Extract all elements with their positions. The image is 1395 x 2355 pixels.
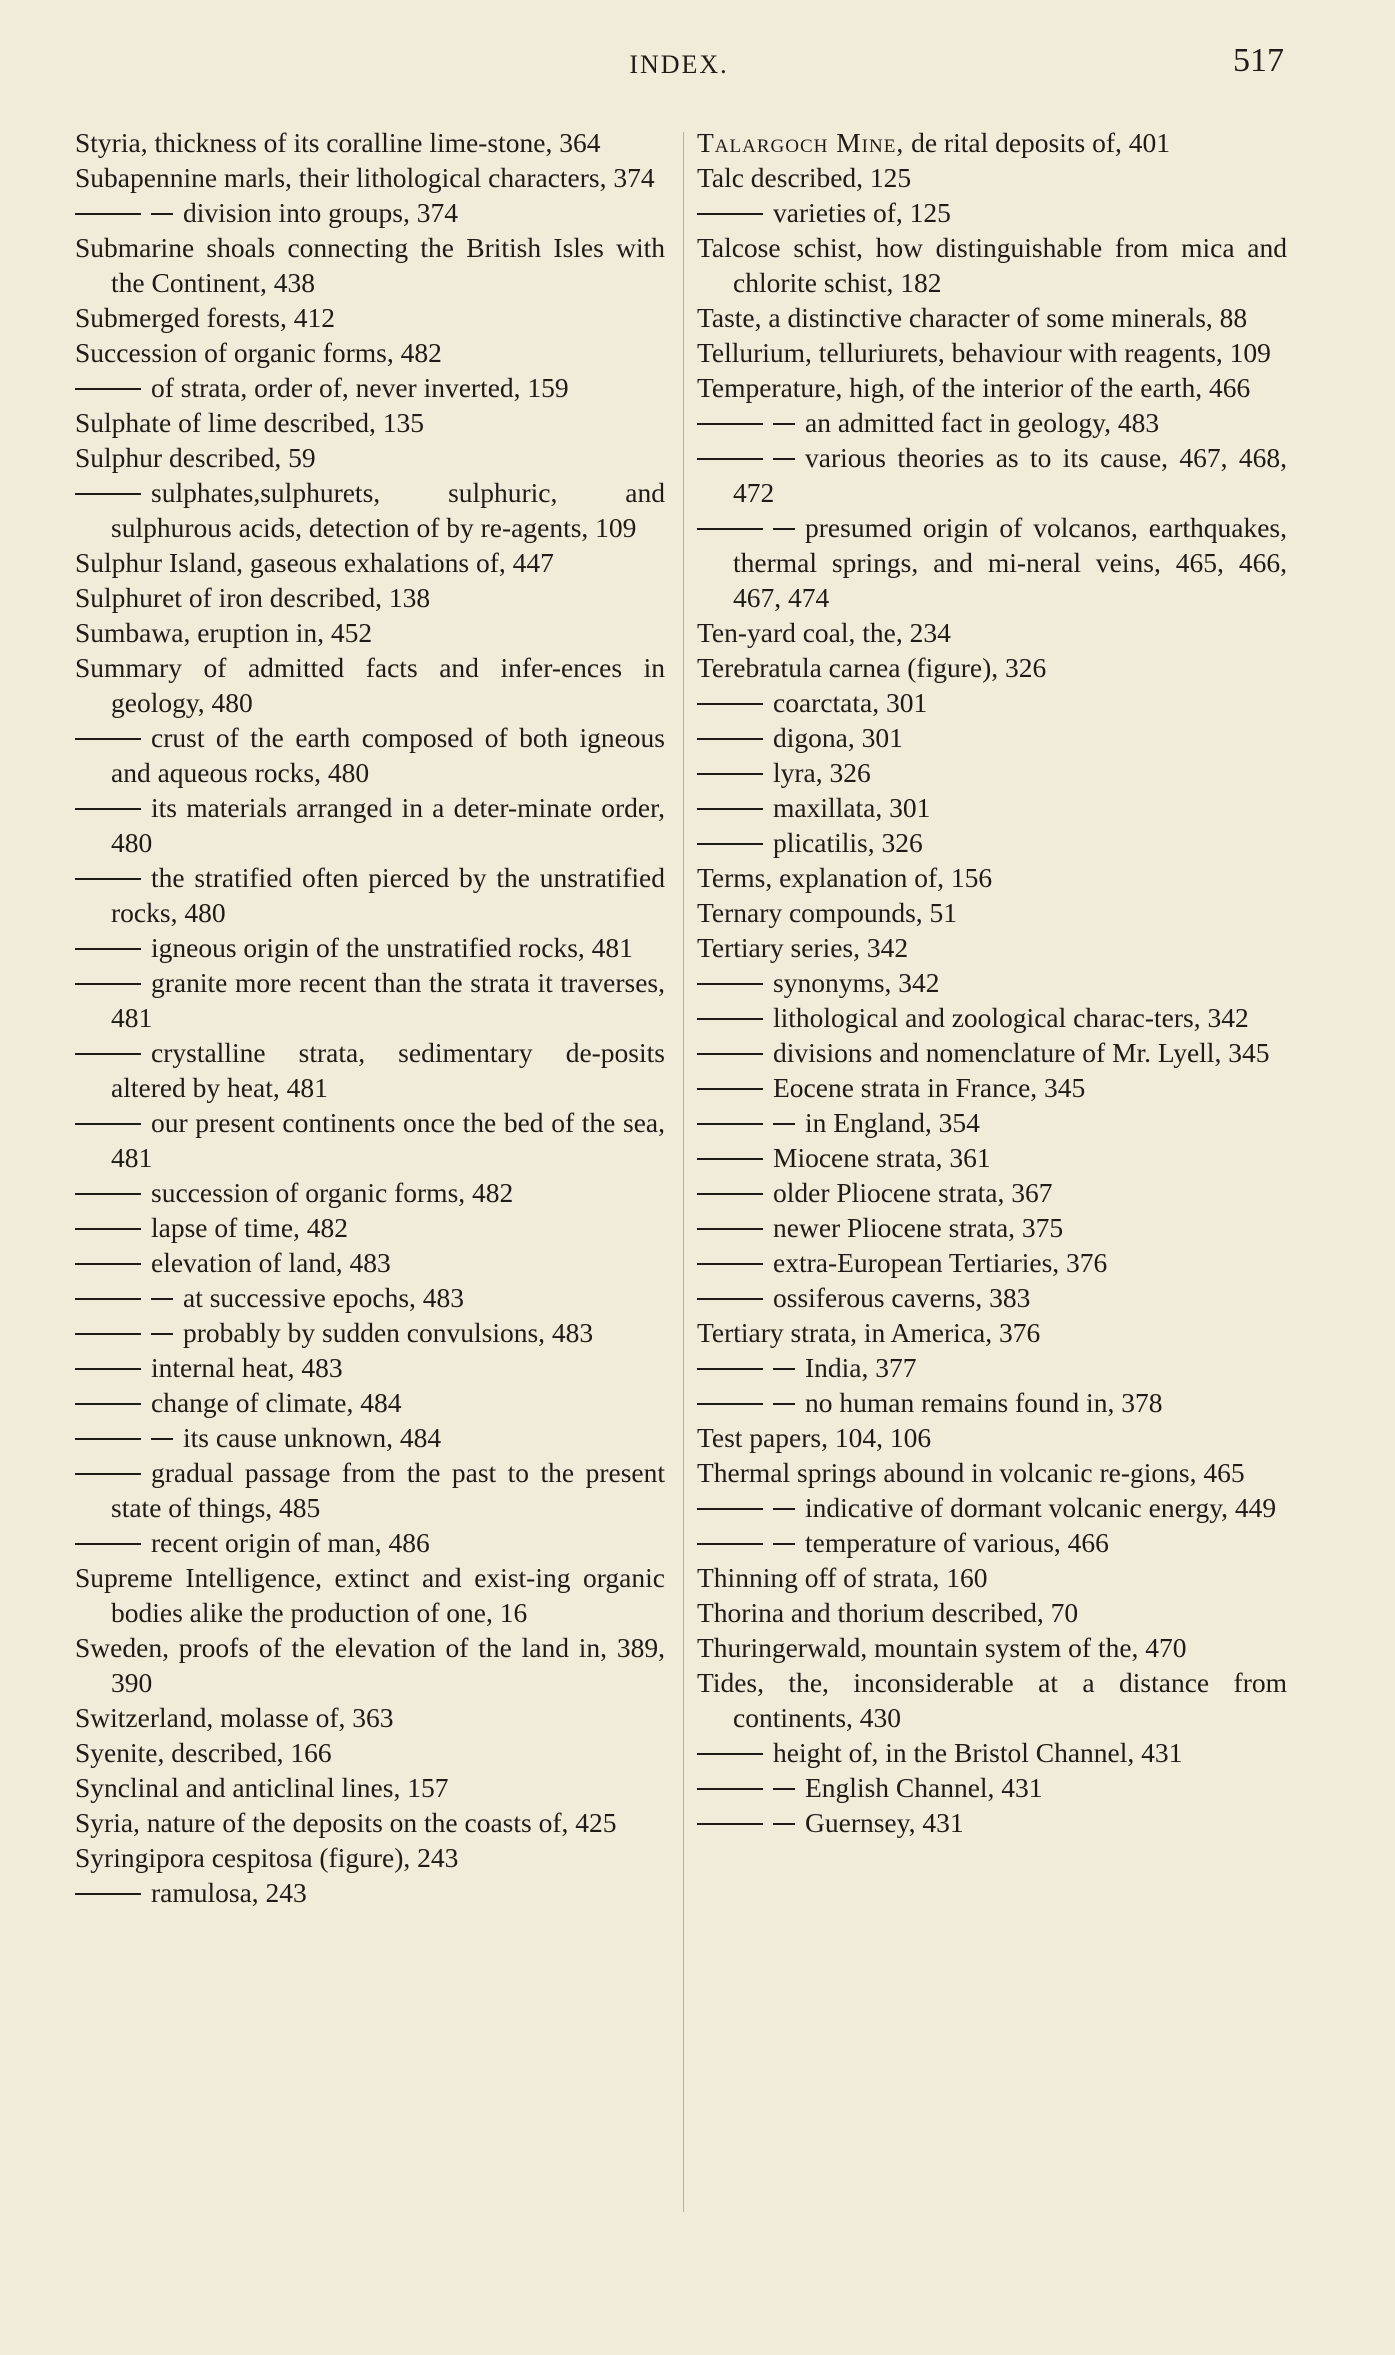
ditto-dash [697,1368,763,1370]
index-entry [75,125,665,160]
entry-text: Talc described, 125 [697,162,912,193]
ditto-dash [697,843,763,845]
entry-text: Sulphur Island, gaseous exhalations of, 447 [75,547,554,578]
ditto-dash [75,738,141,740]
ditto-dash [75,808,141,810]
entry-text: Syringipora cespitosa (figure), 243 [75,1842,459,1873]
index-entry [75,615,665,650]
index-entry [697,1735,1287,1770]
entry-text: indicative of dormant volcanic energy, 449 [805,1492,1277,1523]
entry-text: Ten-yard coal, the, 234 [697,617,951,648]
index-entry [697,895,1287,930]
ditto-dash [697,1753,763,1755]
entry-text: Sumbawa, eruption in, 452 [75,617,373,648]
index-entry [697,230,1287,300]
ditto-dash [75,948,141,950]
entry-text: sulphates,sulphurets, sulphuric, and sulphurous acids, detection of by re-agents, 109 [111,477,665,543]
ditto-dash [773,1543,795,1545]
index-entry [75,930,665,965]
index-entry [75,1245,665,1280]
entry-text: crystalline strata, sedimentary de-posits altered by heat, 481 [111,1037,665,1103]
index-entry [75,1350,665,1385]
index-column-right [697,125,1287,1840]
entry-text: of strata, order of, never inverted, 159 [151,372,569,403]
ditto-dash [75,493,141,495]
ditto-dash [75,1053,141,1055]
entry-text: division into groups, 374 [183,197,459,228]
index-entry [697,1280,1287,1315]
ditto-dash [75,1228,141,1230]
index-entry [697,930,1287,965]
entry-text: lyra, 326 [773,757,871,788]
ditto-dash [773,423,795,425]
entry-text: Eocene strata in France, 345 [773,1072,1086,1103]
ditto-dash [697,808,763,810]
ditto-dash [151,1298,173,1300]
ditto-dash [697,528,763,530]
entry-text: Taste, a distinctive character of some minerals, 88 [697,302,1248,333]
index-entry [697,755,1287,790]
ditto-dash [697,1053,763,1055]
ditto-dash [151,1438,173,1440]
index-entry [697,1350,1287,1385]
index-entry [75,195,665,230]
ditto-dash [75,1368,141,1370]
entry-text: Thinning off of strata, 160 [697,1562,988,1593]
index-entry [75,860,665,930]
index-entry [75,580,665,615]
entry-text: igneous origin of the unstratified rocks, 481 [151,932,633,963]
entry-text: change of climate, 484 [151,1387,402,1418]
entry-text: its cause unknown, 484 [183,1422,442,1453]
index-entry [697,195,1287,230]
ditto-dash [697,703,763,705]
index-entry [697,685,1287,720]
entry-text: Temperature, high, of the interior of the earth, 466 [697,372,1251,403]
entry-text: plicatilis, 326 [773,827,923,858]
index-entry [697,720,1287,755]
entry-text: presumed origin of volcanos, earthquakes, thermal springs, and mi-neral veins, 465, 466, 467, 474 [733,512,1287,613]
entry-text: temperature of various, 466 [805,1527,1109,1558]
index-entry [697,1525,1287,1560]
ditto-dash [697,458,763,460]
entry-text: Sulphuret of iron described, 138 [75,582,431,613]
entry-text: Submerged forests, 412 [75,302,335,333]
ditto-dash [697,1298,763,1300]
entry-text: at successive epochs, 483 [183,1282,465,1313]
index-entry [75,1455,665,1525]
index-entry [75,1175,665,1210]
entry-head: Talargoch Mine, [697,127,905,158]
index-entry [75,405,665,440]
index-entry [75,650,665,720]
ditto-dash [773,458,795,460]
ditto-dash [75,1403,141,1405]
entry-text: Thuringerwald, mountain system of the, 470 [697,1632,1187,1663]
ditto-dash [697,1543,763,1545]
ditto-dash [75,1298,141,1300]
ditto-dash [773,1788,795,1790]
index-entry [697,1665,1287,1735]
index-entry [697,825,1287,860]
entry-text: recent origin of man, 486 [151,1527,430,1558]
entry-text: Summary of admitted facts and infer-ences in geology, 480 [75,652,665,718]
ditto-dash [697,983,763,985]
index-entry [75,1805,665,1840]
entry-text: older Pliocene strata, 367 [773,1177,1053,1208]
index-entry [697,1140,1287,1175]
index-entry [75,1385,665,1420]
entry-text: crust of the earth composed of both igneous and aqueous rocks, 480 [111,722,665,788]
entry-text: Succession of organic forms, 482 [75,337,442,368]
entry-text: digona, 301 [773,722,903,753]
entry-text: our present continents once the bed of the sea, 481 [111,1107,665,1173]
index-entry [697,1035,1287,1070]
index-entry [697,1070,1287,1105]
index-entry [697,300,1287,335]
ditto-dash [75,213,141,215]
entry-text: Synclinal and anticlinal lines, 157 [75,1772,449,1803]
entry-text: lithological and zoological charac-ters, 342 [773,1002,1249,1033]
index-entry [697,125,1287,160]
entry-text: Sulphur described, 59 [75,442,316,473]
index-entry [75,1875,665,1910]
entry-text: the stratified often pierced by the unstratified rocks, 480 [111,862,665,928]
index-entry [697,650,1287,685]
index-entry [697,1315,1287,1350]
index-entry [75,1770,665,1805]
ditto-dash [697,1403,763,1405]
entry-text: Syria, nature of the deposits on the coasts of, 425 [75,1807,617,1838]
entry-text: Miocene strata, 361 [773,1142,991,1173]
index-entry [697,1490,1287,1525]
entry-text: Switzerland, molasse of, 363 [75,1702,394,1733]
entry-text: Styria, thickness of its coralline lime-stone, 364 [75,127,601,158]
index-entry [75,965,665,1035]
index-entry [697,615,1287,650]
index-entry [697,790,1287,825]
index-entry [697,440,1287,510]
index-entry [75,300,665,335]
entry-text: coarctata, 301 [773,687,928,718]
ditto-dash [697,213,763,215]
index-entry [697,1385,1287,1420]
entry-text: Sweden, proofs of the elevation of the land in, 389, 390 [75,1632,665,1698]
index-entry [697,1420,1287,1455]
index-entry [75,1210,665,1245]
ditto-dash [75,878,141,880]
entry-text: ossiferous caverns, 383 [773,1282,1031,1313]
index-entry [75,475,665,545]
index-entry [75,1525,665,1560]
ditto-dash [697,1788,763,1790]
ditto-dash [75,1193,141,1195]
ditto-dash [697,738,763,740]
entry-text: no human remains found in, 378 [805,1387,1163,1418]
entry-text: synonyms, 342 [773,967,940,998]
index-entry [75,335,665,370]
entry-text: succession of organic forms, 482 [151,1177,514,1208]
ditto-dash [773,1508,795,1510]
ditto-dash [697,1123,763,1125]
entry-text: Talcose schist, how distinguishable from mica and chlorite schist, 182 [697,232,1287,298]
entry-text: height of, in the Bristol Channel, 431 [773,1737,1183,1768]
entry-text: its materials arranged in a deter-minate order, 480 [111,792,665,858]
entry-text: varieties of, 125 [773,197,951,228]
entry-text: internal heat, 483 [151,1352,343,1383]
index-entry [75,230,665,300]
ditto-dash [697,423,763,425]
index-entry [697,1105,1287,1140]
entry-text: extra-European Tertiaries, 376 [773,1247,1108,1278]
index-entry [697,1000,1287,1035]
index-entry [75,1105,665,1175]
ditto-dash [75,983,141,985]
entry-text: Thorina and thorium described, 70 [697,1597,1079,1628]
running-title: INDEX. [629,50,729,79]
entry-text: Syenite, described, 166 [75,1737,332,1768]
index-entry [75,1700,665,1735]
entry-text: Ternary compounds, 51 [697,897,958,928]
index-column-left [75,125,665,1910]
entry-text: lapse of time, 482 [151,1212,349,1243]
index-entry [75,1420,665,1455]
index-entry [697,405,1287,440]
index-entry [697,160,1287,195]
ditto-dash [697,1018,763,1020]
ditto-dash [75,1123,141,1125]
index-entry [75,370,665,405]
ditto-dash [75,1333,141,1335]
ditto-dash [75,1543,141,1545]
index-entry [697,1210,1287,1245]
entry-text: Supreme Intelligence, extinct and exist-ing organic bodies alike the production of one, 16 [75,1562,665,1628]
index-entry [75,440,665,475]
ditto-dash [151,213,173,215]
entry-text: Terms, explanation of, 156 [697,862,993,893]
index-entry [75,1840,665,1875]
entry-text: Submarine shoals connecting the British Isles with the Continent, 438 [75,232,665,298]
index-entry [75,1735,665,1770]
page-number: 517 [1233,42,1284,79]
ditto-dash [697,773,763,775]
index-entry [697,965,1287,1000]
index-entry [697,1595,1287,1630]
entry-text: elevation of land, 483 [151,1247,391,1278]
ditto-dash [75,388,141,390]
entry-text: maxillata, 301 [773,792,931,823]
column-divider [683,132,684,2212]
entry-text: various theories as to its cause, 467, 468, 472 [733,442,1287,508]
index-entry [697,510,1287,615]
index-entry [75,1280,665,1315]
entry-text: Guernsey, 431 [805,1807,964,1838]
page-header [74,42,1284,86]
index-entry [75,790,665,860]
index-entry [697,335,1287,370]
entry-text: newer Pliocene strata, 375 [773,1212,1064,1243]
index-entry [75,1560,665,1630]
index-entry [697,370,1287,405]
ditto-dash [773,1823,795,1825]
index-entry [75,1315,665,1350]
entry-text: Test papers, 104, 106 [697,1422,932,1453]
entry-text: probably by sudden convulsions, 483 [183,1317,594,1348]
ditto-dash [75,1893,141,1895]
entry-text: Terebratula carnea (figure), 326 [697,652,1047,683]
entry-text: Subapennine marls, their lithological characters, 374 [75,162,655,193]
ditto-dash [773,1368,795,1370]
entry-text: gradual passage from the past to the present state of things, 485 [111,1457,665,1523]
index-entry [697,1245,1287,1280]
entry-text: an admitted fact in geology, 483 [805,407,1160,438]
ditto-dash [75,1473,141,1475]
entry-text: in England, 354 [805,1107,980,1138]
entry-text: Tertiary series, 342 [697,932,909,963]
index-entry [75,545,665,580]
ditto-dash [75,1438,141,1440]
ditto-dash [697,1228,763,1230]
ditto-dash [697,1263,763,1265]
ditto-dash [75,1263,141,1265]
entry-text: India, 377 [805,1352,917,1383]
ditto-dash [697,1508,763,1510]
ditto-dash [697,1088,763,1090]
index-entry [697,1560,1287,1595]
index-entry [75,720,665,790]
entry-text: de rital deposits of, 401 [904,127,1171,158]
ditto-dash [773,1403,795,1405]
index-entry [697,1175,1287,1210]
ditto-dash [773,1123,795,1125]
index-entry [697,1455,1287,1490]
entry-text: Tides, the, inconsiderable at a distance from continents, 430 [697,1667,1287,1733]
index-entry [697,1805,1287,1840]
index-entry [75,1035,665,1105]
index-entry [697,1770,1287,1805]
entry-text: ramulosa, 243 [151,1877,307,1908]
entry-text: divisions and nomenclature of Mr. Lyell, 345 [773,1037,1270,1068]
entry-text: Tellurium, telluriurets, behaviour with reagents, 109 [697,337,1271,368]
index-entry [75,1630,665,1700]
entry-text: Tertiary strata, in America, 376 [697,1317,1041,1348]
entry-text: English Channel, 431 [805,1772,1043,1803]
entry-text: Sulphate of lime described, 135 [75,407,425,438]
ditto-dash [773,528,795,530]
entry-text: Thermal springs abound in volcanic re-gions, 465 [697,1457,1245,1488]
index-entry [75,160,665,195]
ditto-dash [151,1333,173,1335]
ditto-dash [697,1823,763,1825]
ditto-dash [697,1158,763,1160]
index-entry [697,860,1287,895]
ditto-dash [697,1193,763,1195]
entry-text: granite more recent than the strata it traverses, 481 [111,967,665,1033]
index-entry [697,1630,1287,1665]
